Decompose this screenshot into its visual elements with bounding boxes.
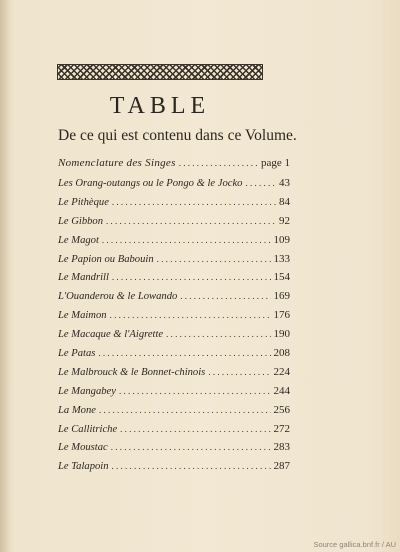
toc-entry-title: Le Patas [58, 348, 96, 360]
dot-leader [102, 235, 271, 245]
dot-leader [166, 329, 270, 339]
dot-leader [112, 272, 271, 282]
toc-entry [58, 157, 290, 177]
toc-entry [58, 290, 290, 309]
toc-entry-page: 272 [273, 422, 290, 435]
toc-entry [58, 253, 290, 272]
dot-leader [99, 405, 271, 415]
toc-entry-page: 43 [279, 177, 290, 189]
dot-leader [110, 310, 271, 320]
toc-entry-page: 224 [273, 365, 290, 378]
dot-leader [179, 158, 258, 168]
toc-entry [58, 404, 290, 423]
toc-entry-title: Le Macaque & l'Aigrette [58, 329, 164, 341]
toc-entry-page: 92 [279, 214, 290, 227]
toc-entry-page: 176 [273, 309, 290, 322]
table-of-contents [58, 157, 290, 479]
toc-entry-title: Le Pithèque [58, 196, 109, 208]
toc-entry-page: 287 [273, 460, 290, 473]
dot-leader [180, 291, 270, 301]
dot-leader [98, 348, 270, 358]
toc-entry-page: 109 [273, 233, 290, 246]
dot-leader [111, 442, 271, 452]
toc-entry-page: 169 [273, 290, 290, 303]
dot-leader [120, 424, 270, 434]
toc-entry-page: 208 [273, 347, 290, 360]
dot-leader [157, 254, 271, 264]
toc-entry [58, 347, 290, 366]
toc-entry-title: Le Malbrouck & le Bonnet-chinois [58, 366, 206, 378]
toc-entry-page: 133 [273, 252, 290, 265]
toc-entry-title: Le Mangabey [58, 385, 116, 397]
dot-leader [112, 197, 276, 207]
dot-leader [112, 461, 271, 471]
toc-entry-title: Le Maimon [58, 310, 107, 322]
toc-entry [58, 460, 290, 479]
source-credit: Source gallica.bnf.fr / AU [313, 540, 396, 549]
toc-entry [58, 234, 290, 253]
toc-entry [58, 271, 290, 290]
toc-entry-title: Le Mandrill [58, 272, 109, 284]
dot-leader [106, 216, 276, 226]
toc-entry-title: Le Gibbon [58, 215, 104, 227]
toc-entry [58, 366, 290, 385]
toc-entry-page: page 1 [260, 157, 290, 169]
toc-entry-title: Le Papion ou Babouin [58, 253, 154, 265]
toc-entry-page: 256 [273, 403, 290, 416]
toc-entry [58, 215, 290, 234]
toc-entry [58, 385, 290, 404]
toc-entry-page: 283 [273, 441, 290, 454]
dot-leader [245, 178, 276, 188]
toc-entry-title: Le Moustac [58, 442, 108, 454]
dot-leader [119, 386, 271, 396]
page-title: TABLE [109, 93, 211, 119]
toc-entry-page: 154 [273, 271, 290, 284]
toc-entry-title: Le Callitriche [58, 423, 118, 435]
toc-entry [58, 196, 290, 215]
dot-leader [208, 367, 270, 377]
toc-entry-title: Nomenclature des Singes [58, 157, 176, 169]
page-subtitle: De ce qui est contenu dans ce Volume. [58, 127, 297, 144]
toc-entry [58, 309, 290, 328]
toc-entry [58, 177, 290, 196]
toc-entry-title: Les Orang-outangs ou le Pongo & le Jocko [58, 178, 243, 189]
toc-entry [58, 328, 290, 347]
toc-entry-page: 84 [279, 195, 290, 208]
toc-entry-title: Le Talapoin [58, 461, 109, 473]
toc-entry-title: Le Magot [58, 234, 99, 246]
toc-entry [58, 423, 290, 442]
toc-entry [58, 441, 290, 460]
toc-entry-page: 190 [273, 328, 290, 341]
toc-entry-title: L'Ouanderou & le Lowando [58, 291, 178, 303]
toc-entry-page: 244 [273, 384, 290, 397]
toc-entry-title: La Mone [58, 404, 96, 416]
decorative-ornament-band [57, 64, 263, 80]
